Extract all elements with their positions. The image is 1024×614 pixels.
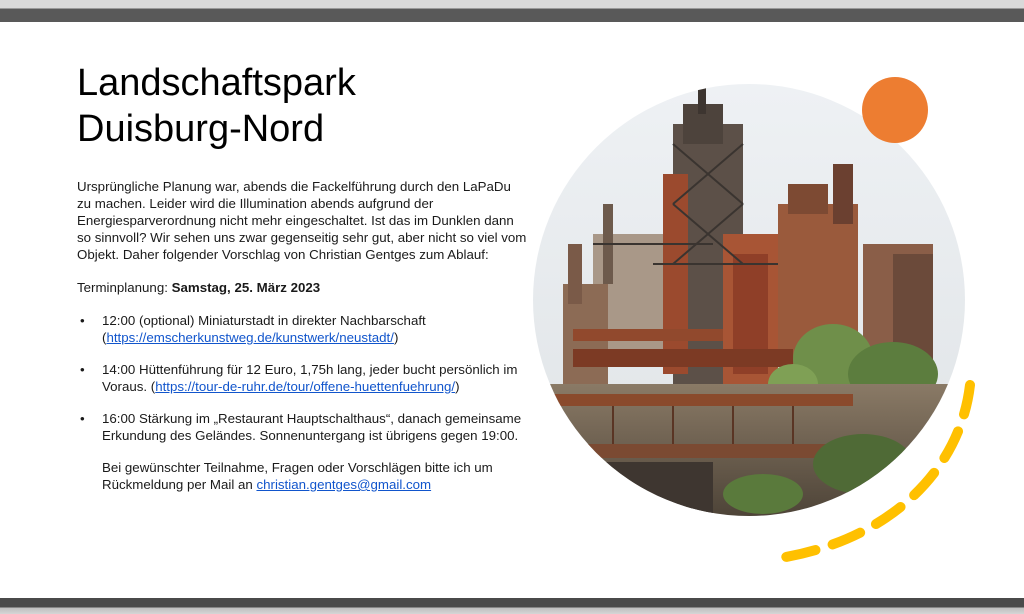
huettenfuehrung-link[interactable]: https://tour-de-ruhr.de/tour/offene-huettenfuehrung/	[155, 379, 456, 394]
bullet-icon: •	[80, 411, 85, 426]
plan-label: Terminplanung:	[77, 280, 172, 295]
slide-title	[77, 60, 517, 152]
orange-circle-decoration	[862, 77, 928, 143]
list-item	[77, 410, 527, 493]
title-line-1: Landschaftspark	[77, 62, 356, 104]
slide-body	[77, 178, 527, 508]
contact-paragraph	[102, 459, 527, 493]
intro-paragraph: Ursprüngliche Planung war, abends die Fackelführung durch den LaPaDu zu machen. Leider wird die Illumination abends aufgrund der Energiesparverordnung nicht mehr eingeschaltet. Ist das im Dunklen dann so sinnvoll? Wir sehen uns zwar gegenseitig sehr gut, aber nicht so viel vom Objekt. Daher folgender Vorschlag von Christian Gentges zum Ablauf:	[77, 179, 527, 262]
contact-text: Bei gewünschter Teilnahme, Fragen oder Vorschlägen bitte ich um Rückmeldung per Mail an	[102, 460, 493, 492]
bullet-icon: •	[80, 313, 85, 328]
item-text: 16:00 Stärkung im „Restaurant Hauptschalthaus“, danach gemeinsame Erkundung des Geländes. Sonnenuntergang ist übrigens gegen 19:00.	[102, 411, 522, 443]
item-text-close: )	[393, 330, 399, 345]
item-text: 12:00 (optional) Miniaturstadt in direkter Nachbarschaft (	[102, 313, 426, 345]
schedule-plan-line	[77, 279, 527, 296]
title-line-2: Duisburg-Nord	[77, 108, 325, 150]
item-text: 14:00 Hüttenführung für 12 Euro, 1,75h lang, jeder bucht persönlich im Voraus. (	[102, 362, 518, 394]
bullet-icon: •	[80, 362, 85, 377]
list-item	[77, 361, 527, 395]
presentation-slide	[0, 22, 1024, 598]
item-text-close: )	[455, 379, 460, 394]
email-link[interactable]: christian.gentges@gmail.com	[256, 477, 432, 492]
yellow-dashed-arc-decoration	[760, 380, 990, 570]
list-item	[77, 312, 527, 346]
plan-date: Samstag, 25. März 2023	[171, 280, 321, 295]
schedule-list	[77, 312, 527, 493]
neustadt-link[interactable]: https://emscherkunstweg.de/kunstwerk/neustadt/	[106, 330, 394, 345]
window-bottom-bar	[0, 598, 1024, 614]
window-top-bar	[0, 0, 1024, 22]
